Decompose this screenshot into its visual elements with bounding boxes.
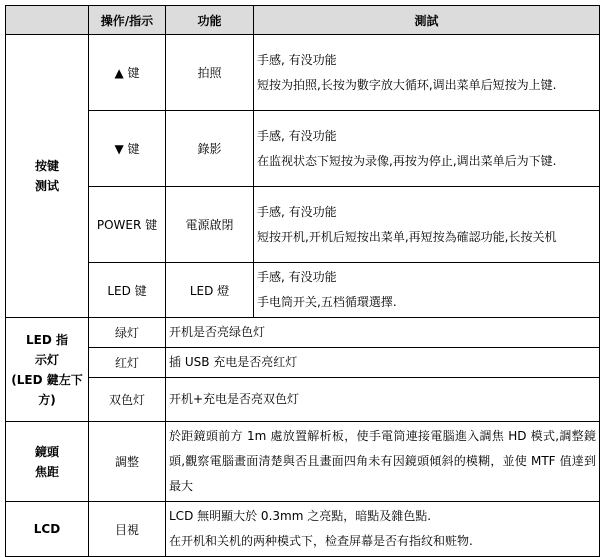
table-header-row	[6, 6, 600, 35]
test-line: 短按开机,开机后短按出菜单,再短按為確認功能,长按关机	[257, 229, 557, 244]
function-record: 錄影	[166, 111, 254, 187]
category-buttons: 按键 测试	[6, 35, 89, 318]
operation-up-key: ▲ 键	[89, 35, 166, 111]
operation-power-key: POWER 键	[89, 187, 166, 263]
table-row	[6, 263, 600, 318]
table-row	[6, 422, 600, 502]
table-row	[6, 348, 600, 378]
table-row	[6, 111, 600, 187]
test-led-key	[254, 263, 600, 318]
table-row	[6, 187, 600, 263]
function-power: 電源啟閉	[166, 187, 254, 263]
test-line: 手感, 有没功能	[257, 204, 337, 219]
test-dual-light: 开机+充电是否亮双色灯	[166, 378, 600, 422]
test-line: 短按为拍照,长按为數字放大循环,调出菜单后短按为上键.	[257, 77, 557, 92]
test-red-light: 插 USB 充电是否亮红灯	[166, 348, 600, 378]
operation-led-key: LED 键	[89, 263, 166, 318]
operation-down-key: ▼ 键	[89, 111, 166, 187]
operation-visual: 目視	[89, 502, 166, 557]
test-line: 手感, 有没功能	[257, 270, 337, 284]
function-led-light: LED 燈	[166, 263, 254, 318]
category-lens-focus: 鏡頭 焦距	[6, 422, 89, 502]
header-operation: 操作/指示	[89, 6, 166, 35]
operation-adjust: 調整	[89, 422, 166, 502]
table-row	[6, 502, 600, 557]
operation-dual-light: 双色灯	[89, 378, 166, 422]
test-green-light: 开机是否亮绿色灯	[166, 318, 600, 348]
test-up-key	[254, 35, 600, 111]
table-row	[6, 378, 600, 422]
function-photo: 拍照	[166, 35, 254, 111]
test-line: 在开机和关机的两种模式下，检查屏幕是否有指纹和赃物.	[169, 534, 473, 548]
test-lcd	[166, 502, 600, 557]
test-line: 在监视状态下短按为录像,再按为停止,调出菜单后为下键.	[257, 153, 557, 168]
header-blank	[6, 6, 89, 35]
operation-red-light: 红灯	[89, 348, 166, 378]
table-row	[6, 318, 600, 348]
test-line: 手电筒开关,五档循環選擇.	[257, 295, 397, 309]
test-down-key	[254, 111, 600, 187]
header-test: 測試	[254, 6, 600, 35]
test-line: 手感, 有没功能	[257, 52, 337, 67]
test-line: 手感, 有没功能	[257, 128, 337, 143]
category-led-indicator: LED 指 示灯 (LED 鍵左下 方)	[6, 318, 89, 422]
test-power-key	[254, 187, 600, 263]
test-lens-focus: 於距鏡頭前方 1m 處放置解析板，使手電筒連接電腦進入調焦 HD 模式,調整鏡頭,觀察電腦畫面清楚與否且畫面四角未有因鏡頭傾斜的模糊，並使 MTF 值達到最大	[166, 422, 600, 502]
table-row	[6, 35, 600, 111]
operation-green-light: 绿灯	[89, 318, 166, 348]
header-function: 功能	[166, 6, 254, 35]
category-lcd: LCD	[6, 502, 89, 557]
test-line: LCD 無明顯大於 0.3mm 之亮點，暗點及雜色點.	[169, 509, 432, 523]
test-spec-table	[5, 5, 600, 557]
